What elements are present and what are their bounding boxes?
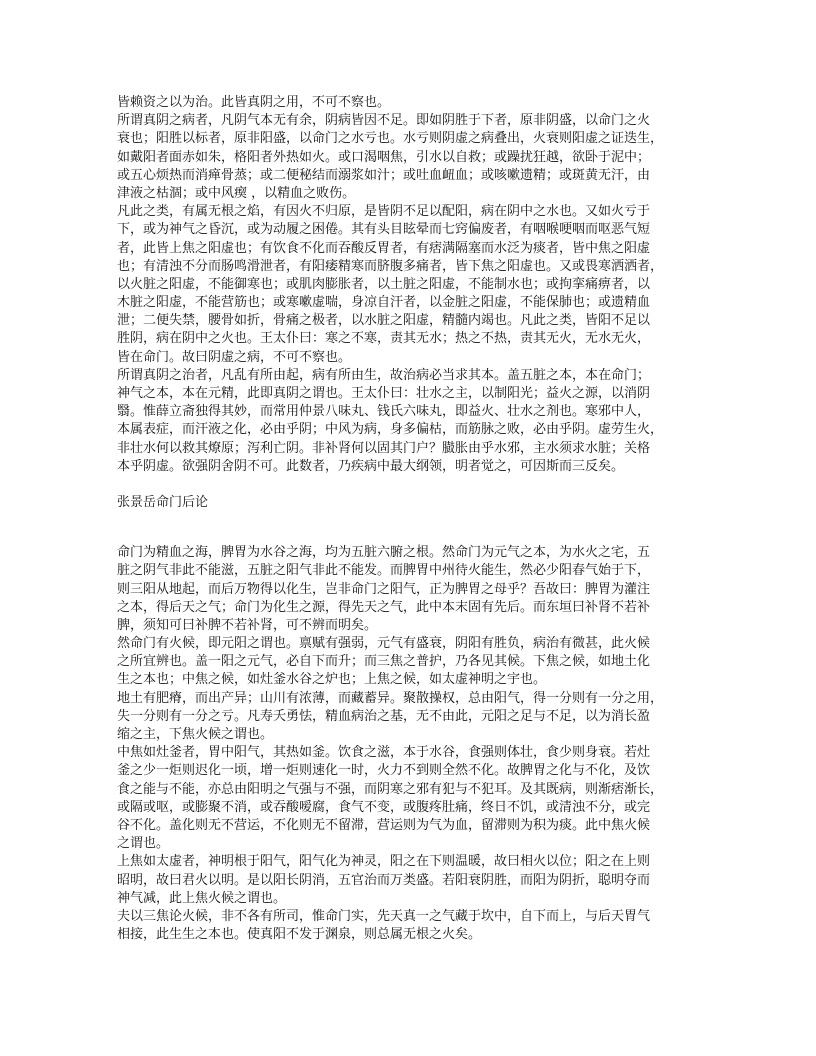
text-line: 凡此之类，有属无根之焰，有因火不归原，是皆阴不足以配阳，病在阴中之水也。又如火亏于 [117, 204, 651, 220]
text-line: 也；有清浊不分而肠鸣滑泄者，有阳痿精寒而脐腹多痛者，皆下焦之阳虚也。又或畏寒洒洒者， [117, 258, 664, 274]
paragraph [117, 112, 737, 203]
document-page [117, 94, 737, 944]
text-line: 昭明，故曰君火以明。是以阳长阴消，五官治而万类盛。若阳衰阴胜，而阳为阴折，聪明夺而 [117, 872, 651, 888]
text-line: 中焦如灶釜者，胃中阳气，其热如釜。饮食之滋，本于水谷，食强则体壮，食少则身衰。若灶 [117, 745, 651, 761]
text-line: 则三阳从地起，而后万物得以化生，岂非命门之阳气，正为脾胃之母乎？吾故曰：脾胃为灌注 [117, 581, 651, 597]
text-line: 脏之阴气非此不能滋，五脏之阳气非此不能发。而脾胃中州待火能生，然必少阳春气始于下， [117, 563, 651, 579]
text-line: 之谓也。 [117, 836, 170, 852]
text-line: 食之能与不能，亦总由阳明之气强与不强，而阴寒之邪有犯与不犯耳。及其既病，则渐痞渐长， [117, 781, 664, 797]
text-line: 本乎阴虚。欲强阴舍阴不可。此数者，乃疾病中最大纲领，明者觉之，可因斯而三反矣。 [117, 458, 625, 474]
section-title: 张景岳命门后论 [117, 494, 209, 510]
section-2 [117, 544, 737, 944]
paragraph [117, 94, 737, 112]
text-line: 非壮水何以救其燎原；泻利亡阴。非补肾何以固其门户？臌胀由乎水邪，主水须求水脏；关格 [117, 440, 651, 456]
text-line: 胜阴，病在阴中之火也。王太仆曰：寒之不寒，责其无水；热之不热，责其无火，无水无火， [117, 331, 651, 347]
text-line: 以火脏之阳虚，不能御寒也；或肌肉膨胀者，以土脏之阳虚，不能制水也；或拘挛痛痹者，以 [117, 276, 651, 292]
paragraph [117, 635, 737, 690]
text-line: 然命门有火候，即元阳之谓也。禀赋有强弱，元气有盛衰，阴阳有胜负，病治有微甚，此火候 [117, 636, 651, 652]
text-line: 地土有肥瘠，而出产异；山川有浓薄，而藏蓄异。聚散操权，总由阳气，得一分则有一分之用， [117, 690, 664, 706]
paragraph [117, 367, 737, 476]
text-line: 木脏之阳虚，不能营筋也；或寒嗽虚喘，身凉自汗者，以金脏之阳虚，不能保肺也；或遗精血 [117, 295, 651, 311]
text-line: 神气减，此上焦火候之谓也。 [117, 890, 287, 906]
section-1 [117, 94, 737, 476]
paragraph [117, 544, 737, 635]
text-line: 如戴阳者面赤如朱，格阳者外热如火。或口渴咽焦，引水以自救；或躁扰狂越，欲卧于泥中； [117, 149, 651, 165]
text-line: 本属表症，而汗液之化，必由乎阴；中风为病，身多偏枯，而筋脉之败，必由乎阴。虚劳生火， [117, 422, 664, 438]
text-line: 泄；二便失禁，腰骨如折，骨痛之极者，以水脏之阳虚，精髓内竭也。凡此之类，皆阳不足以 [117, 313, 651, 329]
text-line: 命门为精血之海，脾胃为水谷之海，均为五脏六腑之根。然命门为元气之本，为水火之宅，五 [117, 545, 651, 561]
text-line: 脾，须知可曰补脾不若补肾，可不辨而明矣。 [117, 617, 378, 633]
text-line: 津液之枯涸；或中风瘈 ，以精血之败伤。 [117, 185, 356, 201]
text-line: 谷不化。盖化则无不营运，不化则无不留滞，营运则为气为血，留滞则为积为痰。此中焦火候 [117, 817, 651, 833]
text-line: 相接，此生生之本也。使真阳不发于渊泉，则总属无根之火矣。 [117, 927, 482, 943]
text-line: 皆在命门。故曰阴虚之病，不可不察也。 [117, 349, 352, 365]
text-line: 皆赖资之以为治。此皆真阴之用，不可不察也。 [117, 95, 391, 110]
paragraph [117, 853, 737, 908]
text-line: 夫以三焦论火候，非不各有所司，惟命门实，先天真一之气藏于坎中，自下而上，与后天胃气 [117, 908, 651, 924]
text-line: 者，此皆上焦之阳虚也；有饮食不化而吞酸反胃者，有痞满隔塞而水泛为痰者，皆中焦之阳虚 [117, 240, 651, 256]
text-line: 失一分则有一分之亏。凡寿夭勇怯，精血病治之基，无不由此，元阳之足与不足，以为消长盈 [117, 708, 651, 724]
text-line: 下，或为神气之昏沉，或为动履之困倦。其有头目眩晕而七窍偏废者，有咽喉哽咽而呕恶气短 [117, 222, 651, 238]
paragraph [117, 908, 737, 944]
text-line: 或隔或呕，或膨聚不消，或吞酸嗳腐，食气不变，或腹疼肚痛，终日不饥，或清浊不分，或完 [117, 799, 651, 815]
paragraph [117, 690, 737, 745]
text-line: 神气之本，本在元精，此即真阴之谓也。王太仆曰：壮水之主，以制阳光；益火之源，以消阴 [117, 386, 651, 401]
text-line: 釜之少一炬则迟化一顷，增一炬则速化一时，火力不到则全然不化。故脾胃之化与不化，及饮 [117, 763, 651, 779]
text-line: 翳。惟薛立斋独得其妙，而常用仲景八味丸、钱氏六味丸，即益火、壮水之剂也。寒邪中人， [117, 404, 651, 420]
paragraph [117, 203, 737, 367]
text-line: 所谓真阴之病者，凡阴气本无有余，阴病皆因不足。即如阴胜于下者，原非阴盛，以命门之火 [117, 113, 651, 129]
paragraph [117, 744, 737, 853]
text-line: 之本，得后天之气；命门为化生之源，得先天之气，此中本末固有先后。而东垣曰补肾不若补 [117, 599, 651, 615]
text-line: 生之本也；中焦之候，如灶釜水谷之炉也；上焦之候，如太虚神明之宇也。 [117, 672, 547, 688]
text-line: 之所宜辨也。盖一阳之元气，必自下而升；而三焦之普护，乃各见其候。下焦之候，如地土化 [117, 654, 651, 670]
text-line: 所谓真阴之治者，凡乱有所由起，病有所由生，故治病必当求其本。盖五脏之本，本在命门； [117, 367, 651, 383]
text-line: 上焦如太虚者，神明根于阳气，阳气化为神灵，阳之在下则温暖，故曰相火以位；阳之在上则 [117, 854, 651, 870]
text-line: 衰也；阳胜以标者，原非阳盛，以命门之水亏也。水亏则阴虚之病叠出，火衰则阳虚之证迭生， [117, 131, 664, 147]
text-line: 或五心烦热而消瘅骨蒸；或二便秘结而溺浆如汁；或吐血衄血；或咳嗽遗精；或斑黄无汗，由 [117, 167, 651, 183]
text-line: 缩之主，下焦火候之谓也。 [117, 727, 274, 742]
